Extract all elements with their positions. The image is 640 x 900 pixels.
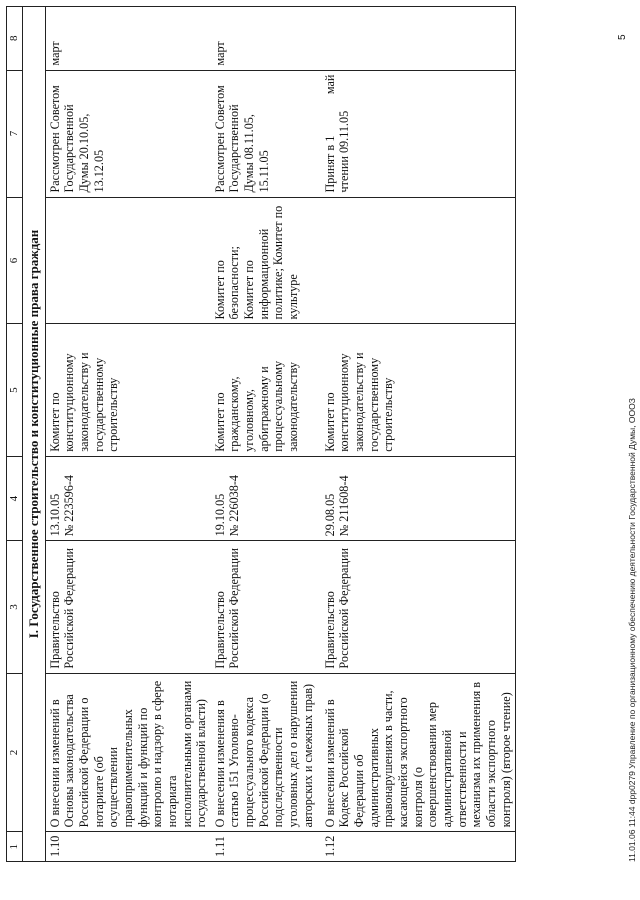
responsible-committee: Комитет по конституционному законодательству и государственному строительству	[45, 324, 211, 456]
initiator: Правительство Российской Федерации	[321, 541, 516, 673]
table-row	[321, 7, 516, 862]
status-text: Рассмотрен Советом Государственной Думы 20.10.05, 13.12.05	[47, 85, 106, 193]
column-number: 1	[7, 832, 23, 862]
column-number: 7	[7, 70, 23, 197]
initiator: Правительство Российской Федерации	[211, 541, 321, 673]
bill-title: О внесении изменений в Кодекс Российской Федерации об административных правонарушениях в части, касающейся экспортного контроля (о совершенствовании мер административной ответственности и механизма их применения в области экспортного контроля) (второе чтение)	[321, 673, 516, 832]
term: март	[211, 7, 321, 71]
column-number-row	[7, 7, 23, 862]
co-committees: Комитет по безопасности; Комитет по информационной политике; Комитет по культуре	[211, 197, 321, 324]
row-number: 1.10	[45, 832, 211, 862]
registration-date: 29.08.05	[322, 493, 337, 537]
registration-number: № 211608-4	[337, 475, 352, 537]
status-extra: май	[322, 74, 337, 95]
page-number: 5	[617, 34, 628, 40]
status-text: Рассмотрен Советом Государственной Думы 08.11.05, 15.11.05	[212, 85, 271, 193]
column-number: 8	[7, 7, 23, 71]
term: март	[45, 7, 211, 71]
status-cell	[211, 70, 321, 197]
column-number: 6	[7, 197, 23, 324]
term	[321, 7, 516, 71]
row-number: 1.11	[211, 832, 321, 862]
registration-cell	[45, 456, 211, 541]
responsible-committee: Комитет по гражданскому, уголовному, арбитражному и процессуальному законодательству	[211, 324, 321, 456]
status-cell	[45, 70, 211, 197]
column-number: 2	[7, 673, 23, 832]
responsible-committee: Комитет по конституционному законодательству и государственному строительству	[321, 324, 516, 456]
registration-date: 19.10.05	[212, 493, 227, 537]
section-heading-row	[23, 7, 46, 862]
bill-title: О внесении изменений в Основы законодательства Российской Федерации о нотариате (об осуществлении правоприменительных функций и функций по контролю и надзору в сфере нотариата исполнительными органами государственной власти)	[45, 673, 211, 832]
status-text: Принят в 1 чтении 09.11.05	[322, 110, 352, 193]
registration-cell	[211, 456, 321, 541]
table-row	[45, 7, 211, 862]
co-committees	[321, 197, 516, 324]
column-number: 4	[7, 456, 23, 541]
status-cell	[321, 70, 516, 197]
row-number: 1.12	[321, 832, 516, 862]
registration-date: 13.10.05	[47, 493, 62, 537]
registration-number: № 223596-4	[62, 475, 77, 537]
registration-number: № 226038-4	[227, 475, 242, 537]
page-footer: 11.01.06 11:44 dpp0279 Управление по организационному обеспечению деятельности Государственной Думы, ОООЗ	[627, 398, 637, 862]
bill-title: О внесении изменения в статью 151 Уголовно-процессуального кодекса Российской Федерации (о подследственности уголовных дел о нарушении авторских и смежных прав)	[211, 673, 321, 832]
legislation-table	[6, 6, 516, 862]
column-number: 5	[7, 324, 23, 456]
initiator: Правительство Российской Федерации	[45, 541, 211, 673]
table-row	[211, 7, 321, 862]
registration-cell	[321, 456, 516, 541]
column-number: 3	[7, 541, 23, 673]
section-title: I. Государственное строительство и конституционные права граждан	[23, 7, 46, 862]
co-committees	[45, 197, 211, 324]
